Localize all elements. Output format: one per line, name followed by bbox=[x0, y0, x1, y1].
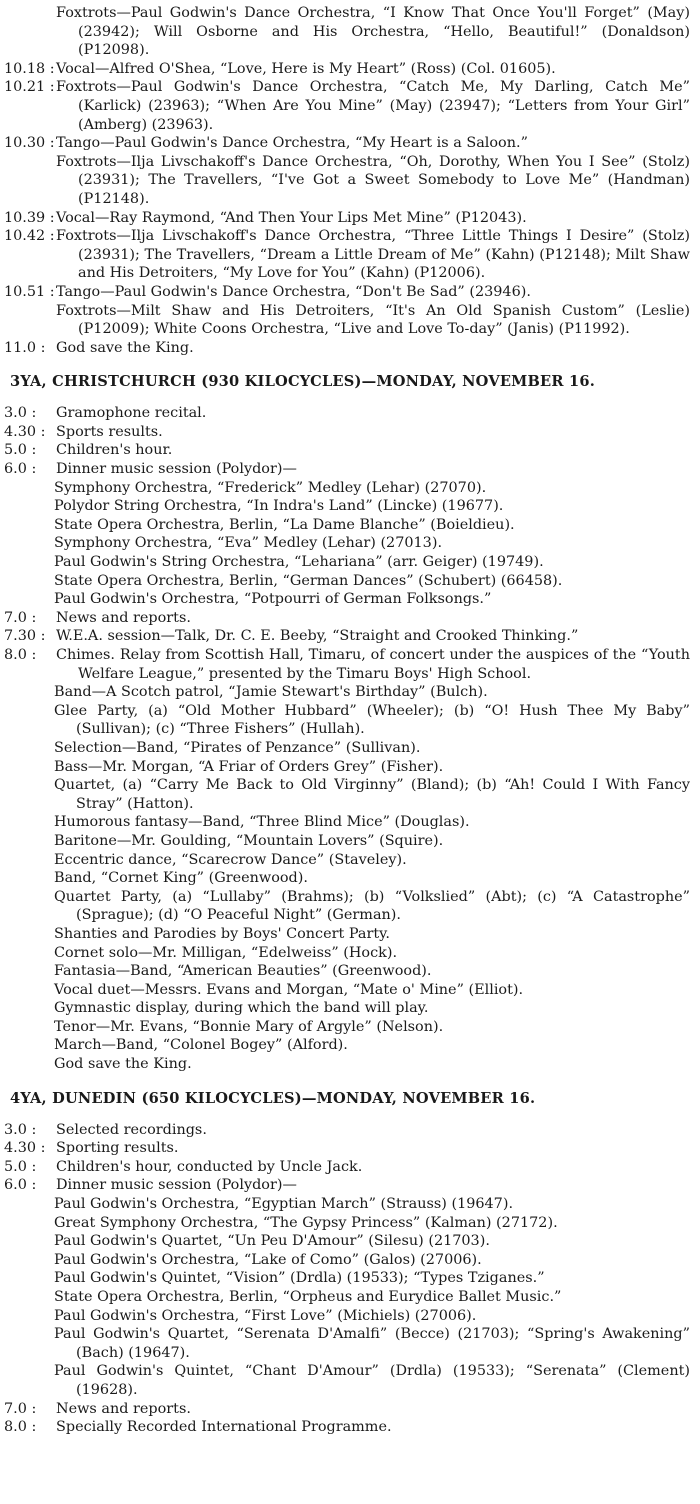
entry-time: 8.0 : bbox=[4, 647, 37, 663]
section-3ya-entries-2 bbox=[4, 609, 690, 683]
section-heading-4ya: 4YA, DUNEDIN (650 KILOCYCLES)—MONDAY, NOVEMBER 16. bbox=[10, 1089, 536, 1107]
programme-entry bbox=[4, 339, 690, 358]
programme-item: Paul Godwin's Orchestra, “Egyptian March” (Strauss) (19647). bbox=[54, 1196, 514, 1213]
entry-time: 4.30 : bbox=[4, 1140, 46, 1157]
entry-text: Specially Recorded International Programme. bbox=[56, 1419, 392, 1436]
programme-entry bbox=[4, 4, 690, 60]
entry-text: W.E.A. session—Talk, Dr. C. E. Beeby, “Straight and Crooked Thinking.” bbox=[56, 628, 579, 645]
entry-body bbox=[56, 339, 690, 358]
programme-item: Gymnastic display, during which the band will play. bbox=[54, 1000, 429, 1017]
entry-body bbox=[56, 1158, 690, 1177]
entry-body bbox=[56, 227, 690, 283]
programme-item: Paul Godwin's Quintet, “Chant D'Amour” (Drdla) (19533); “Serenata” (Clement) (19628). bbox=[54, 1363, 690, 1398]
programme-entry bbox=[4, 1121, 690, 1140]
entry-body bbox=[56, 646, 690, 683]
entry-time bbox=[4, 4, 56, 60]
programme-entry bbox=[4, 60, 690, 79]
programme-item: State Opera Orchestra, Berlin, “La Dame Blanche” (Boieldieu). bbox=[54, 516, 515, 533]
programme-entry bbox=[4, 283, 690, 339]
entry-time: 7.0 : bbox=[4, 1400, 37, 1417]
programme-entry bbox=[4, 1158, 690, 1177]
programme-item: Paul Godwin's Orchestra, “Lake of Como” (Galos) (27006). bbox=[54, 1251, 482, 1268]
section-4ya-entries bbox=[4, 1121, 690, 1195]
section-4ya-entries-2 bbox=[4, 1400, 690, 1437]
entry-time: 10.18 : bbox=[4, 60, 55, 77]
entry-body bbox=[56, 1121, 690, 1140]
entry-body bbox=[56, 78, 690, 134]
programme-item: Band—A Scotch patrol, “Jamie Stewart's Birthday” (Bulch). bbox=[54, 684, 488, 701]
entry-text: Foxtrots—Ilja Livschakoff's Dance Orchestra, “Oh, Dorothy, When You I See” (Stolz) (23931); The Travellers, “I've Got a Sweet Somebody to Love Me” (Handman) (P12148). bbox=[56, 153, 690, 207]
entry-body bbox=[56, 460, 690, 479]
programme-item: State Opera Orchestra, Berlin, “Orpheus and Eurydice Ballet Music.” bbox=[54, 1289, 562, 1305]
programme-item: Paul Godwin's Orchestra, “First Love” (Michiels) (27006). bbox=[54, 1307, 477, 1324]
entry-time: 3.0 : bbox=[4, 1121, 37, 1138]
entry-body bbox=[56, 4, 690, 60]
entry-time: 10.42 : bbox=[4, 228, 55, 245]
entry-text: Foxtrots—Ilja Livschakoff's Dance Orchestra, “Three Little Things I Desire” (Stolz) (23931); The Travellers, “Dream a Little Dream of Me” (Kahn) (P12148); Milt Shaw and His Detroiters, “My Love for You” (Kahn) (P12006). bbox=[56, 228, 690, 282]
programme-item: Paul Godwin's Quintet, “Vision” (Drdla) (19533); “Types Tziganes.” bbox=[54, 1270, 545, 1287]
entry-text: Foxtrots—Paul Godwin's Dance Orchestra, “I Know That Once You'll Forget” (May) (23942); Will Osborne and His Orchestra, “Hello, Beautiful!” (Donaldson) (P12098). bbox=[56, 5, 690, 59]
programme-item: Paul Godwin's Orchestra, “Potpourri of German Folksongs.” bbox=[54, 591, 492, 608]
programme-item: Paul Godwin's String Orchestra, “Lehariana” (arr. Geiger) (19749). bbox=[54, 554, 544, 571]
entry-time: 3.0 : bbox=[4, 405, 37, 422]
entry-body bbox=[56, 627, 690, 646]
entry-text: Dinner music session (Polydor)— bbox=[56, 461, 297, 478]
programme-entry bbox=[4, 78, 690, 134]
programme-item: Symphony Orchestra, “Frederick” Medley (Lehar) (27070). bbox=[54, 479, 487, 496]
entry-body bbox=[56, 283, 690, 339]
entry-body bbox=[56, 423, 690, 442]
programme-entry bbox=[4, 627, 690, 646]
entry-body bbox=[56, 609, 690, 628]
entry-text: Dinner music session (Polydor)— bbox=[56, 1177, 297, 1194]
programme-item: Eccentric dance, “Scarecrow Dance” (Staveley). bbox=[54, 851, 407, 868]
programme-item: Symphony Orchestra, “Eva” Medley (Lehar) (27013). bbox=[54, 535, 443, 552]
programme-item: Baritone—Mr. Goulding, “Mountain Lovers” (Squire). bbox=[54, 832, 444, 849]
programme-entry bbox=[4, 423, 690, 442]
programme-entry bbox=[4, 1400, 690, 1419]
programme-item: Band, “Cornet King” (Greenwood). bbox=[54, 870, 308, 887]
programme-entry bbox=[4, 1139, 690, 1158]
entry-text: Foxtrots—Paul Godwin's Dance Orchestra, “Catch Me, My Darling, Catch Me” (Karlick) (23963); “When Are You Mine” (May) (23947); “Letters from Your Girl” (Amberg) (23963). bbox=[56, 79, 690, 133]
programme-item: Paul Godwin's Quartet, “Un Peu D'Amour” (Silesu) (21703). bbox=[54, 1233, 490, 1250]
entry-time: 10.39 : bbox=[4, 209, 55, 226]
section-3ya-dinner-items bbox=[4, 479, 690, 609]
entry-body bbox=[56, 134, 690, 208]
entry-text: Chimes. Relay from Scottish Hall, Timaru, of concert under the auspices of the “Youth Welfare League,” presented by the Timaru Boys' High School. bbox=[56, 647, 690, 682]
entry-time: 8.0 : bbox=[4, 1419, 37, 1436]
programme-entry bbox=[4, 209, 690, 228]
section-heading-3ya: 3YA, CHRISTCHURCH (930 KILOCYCLES)—MONDAY, NOVEMBER 16. bbox=[10, 373, 595, 391]
entry-time: 5.0 : bbox=[4, 442, 37, 459]
programme-entry bbox=[4, 134, 690, 208]
entry-body bbox=[56, 1176, 690, 1195]
programme-item: Humorous fantasy—Band, “Three Blind Mice” (Douglas). bbox=[54, 814, 470, 831]
entry-body bbox=[56, 1139, 690, 1158]
entry-time: 7.0 : bbox=[4, 609, 37, 626]
entry-text: Tango—Paul Godwin's Dance Orchestra, “My Heart is a Saloon.” bbox=[56, 135, 528, 152]
entry-text: Children's hour, conducted by Uncle Jack. bbox=[56, 1158, 363, 1175]
programme-item: Bass—Mr. Morgan, “A Friar of Orders Grey” (Fisher). bbox=[54, 758, 444, 775]
entry-time: 6.0 : bbox=[4, 1177, 37, 1194]
entry-time: 4.30 : bbox=[4, 423, 46, 440]
entry-body bbox=[56, 404, 690, 423]
programme-entry bbox=[4, 1418, 690, 1437]
entry-text: Tango—Paul Godwin's Dance Orchestra, “Don't Be Sad” (23946). bbox=[56, 283, 531, 300]
programme-entry bbox=[4, 441, 690, 460]
entry-body bbox=[56, 441, 690, 460]
entry-text: Foxtrots—Milt Shaw and His Detroiters, “It's An Old Spanish Custom” (Leslie) (P12009); White Coons Orchestra, “Live and Love To-day” (Janis) (P11992). bbox=[56, 302, 690, 338]
entry-body bbox=[56, 1418, 690, 1437]
programme-item: Vocal duet—Messrs. Evans and Morgan, “Mate o' Mine” (Elliot). bbox=[54, 981, 524, 998]
entry-body bbox=[56, 209, 690, 228]
entry-time: 10.51 : bbox=[4, 283, 55, 300]
programme-item: Fantasia—Band, “American Beauties” (Greenwood). bbox=[54, 963, 432, 980]
programme-entry bbox=[4, 460, 690, 479]
entry-time: 7.30 : bbox=[4, 628, 46, 645]
entry-body bbox=[56, 1400, 690, 1419]
programme-entry bbox=[4, 609, 690, 628]
entry-text: God save the King. bbox=[56, 339, 194, 356]
section-4ya-dinner-items bbox=[4, 1195, 690, 1400]
section-3ya-entries bbox=[4, 404, 690, 478]
programme-item: State Opera Orchestra, Berlin, “German Dances” (Schubert) (66458). bbox=[54, 572, 563, 589]
programme-item: Cornet solo—Mr. Milligan, “Edelweiss” (Hock). bbox=[54, 944, 398, 961]
entry-text: Gramophone recital. bbox=[56, 405, 207, 422]
programme-item: March—Band, “Colonel Bogey” (Alford). bbox=[54, 1037, 348, 1054]
programme-entry bbox=[4, 1176, 690, 1195]
programme-item: Selection—Band, “Pirates of Penzance” (Sullivan). bbox=[54, 739, 421, 756]
programme-item: Paul Godwin's Quartet, “Serenata D'Amalfi” (Becce) (21703); “Spring's Awakening” (Bach) (19647). bbox=[54, 1326, 690, 1361]
programme-entry bbox=[4, 646, 690, 683]
entry-text: Vocal—Alfred O'Shea, “Love, Here is My Heart” (Ross) (Col. 01605). bbox=[56, 60, 556, 77]
entry-time: 11.0 : bbox=[4, 339, 46, 356]
programme-item: God save the King. bbox=[54, 1056, 192, 1073]
entry-text: News and reports. bbox=[56, 1400, 191, 1417]
programme-item: Tenor—Mr. Evans, “Bonnie Mary of Argyle” (Nelson). bbox=[54, 1018, 444, 1035]
section-3ya-concert-items bbox=[4, 683, 690, 1073]
programme-item: Polydor String Orchestra, “In Indra's Land” (Lincke) (19677). bbox=[54, 498, 504, 515]
programme-item: Shanties and Parodies by Boys' Concert Party. bbox=[54, 925, 390, 942]
programme-entry bbox=[4, 227, 690, 283]
entry-time: 10.21 : bbox=[4, 79, 55, 96]
entry-time: 6.0 : bbox=[4, 461, 37, 478]
programme-entry bbox=[4, 404, 690, 423]
top-block bbox=[4, 4, 690, 357]
programme-item: Glee Party, (a) “Old Mother Hubbard” (Wheeler); (b) “O! Hush Thee My Baby” (Sullivan); (c) “Three Fishers” (Hullah). bbox=[54, 702, 690, 738]
entry-body bbox=[56, 60, 690, 79]
programme-item: Quartet, (a) “Carry Me Back to Old Virginny” (Bland); (b) “Ah! Could I With Fancy Stray” (Hatton). bbox=[54, 777, 690, 812]
entry-time: 10.30 : bbox=[4, 135, 55, 152]
programme-item: Quartet Party, (a) “Lullaby” (Brahms); (b) “Volkslied” (Abt); (c) “A Catastrophe” (Sprague); (d) “O Peaceful Night” (German). bbox=[54, 888, 690, 924]
entry-time: 5.0 : bbox=[4, 1158, 37, 1175]
entry-text: Sports results. bbox=[56, 423, 163, 440]
entry-text: Sporting results. bbox=[56, 1140, 179, 1157]
entry-text: Selected recordings. bbox=[56, 1121, 207, 1138]
entry-text: News and reports. bbox=[56, 609, 191, 626]
entry-text: Vocal—Ray Raymond, “And Then Your Lips Met Mine” (P12043). bbox=[56, 209, 527, 226]
entry-text: Children's hour. bbox=[56, 442, 173, 459]
programme-item: Great Symphony Orchestra, “The Gypsy Princess” (Kalman) (27172). bbox=[54, 1214, 558, 1231]
